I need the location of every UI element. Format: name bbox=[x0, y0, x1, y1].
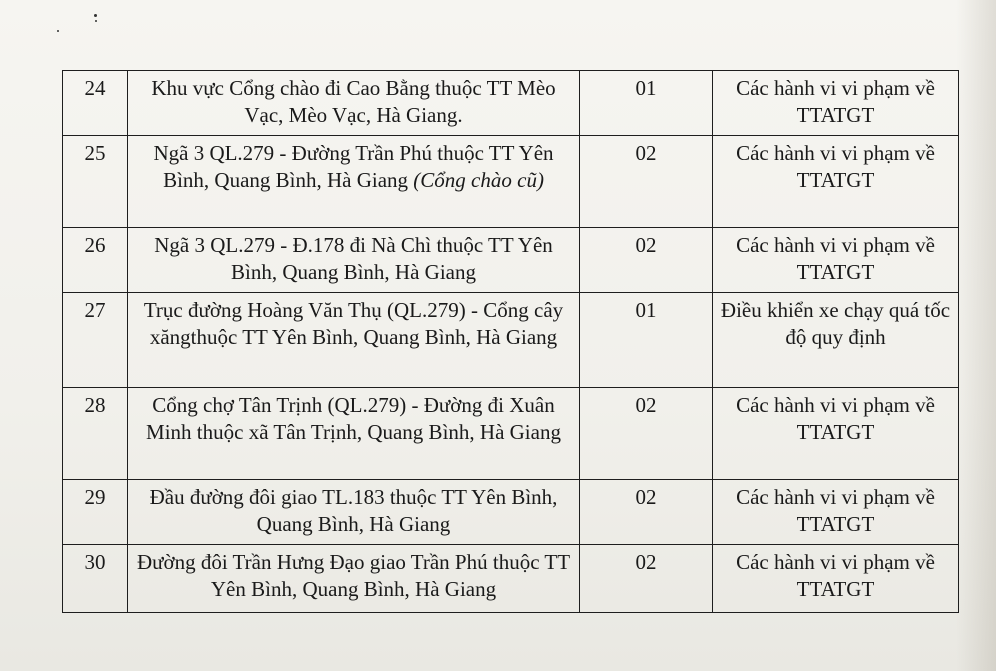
location-cell bbox=[128, 480, 580, 545]
table-row bbox=[63, 293, 959, 388]
location-cell bbox=[128, 136, 580, 228]
paper-speck bbox=[94, 14, 97, 17]
location-text: Ngã 3 QL.279 - Đường Trần Phú thuộc TT Yên Bình, Quang Bình, Hà Giang bbox=[153, 141, 554, 192]
table-row bbox=[63, 388, 959, 480]
violation-cell: Các hành vi vi phạm về TTATGT bbox=[713, 228, 959, 293]
count-cell: 02 bbox=[580, 388, 713, 480]
count-cell: 02 bbox=[580, 228, 713, 293]
location-cell bbox=[128, 545, 580, 613]
row-number: 28 bbox=[63, 388, 128, 480]
row-number: 26 bbox=[63, 228, 128, 293]
count-cell: 02 bbox=[580, 545, 713, 613]
count-cell: 02 bbox=[580, 136, 713, 228]
location-text: Khu vực Cổng chào đi Cao Bằng thuộc TT Mèo Vạc, Mèo Vạc, Hà Giang. bbox=[151, 76, 556, 127]
table-row bbox=[63, 480, 959, 545]
checkpoint-table bbox=[62, 70, 959, 613]
location-text: Trục đường Hoàng Văn Thụ (QL.279) - Cổng cây xăngthuộc TT Yên Bình, Quang Bình, Hà Giang bbox=[143, 298, 564, 349]
paper-speck bbox=[95, 20, 97, 22]
location-note: (Cổng chào cũ) bbox=[413, 168, 544, 192]
row-number: 30 bbox=[63, 545, 128, 613]
violation-cell: Các hành vi vi phạm về TTATGT bbox=[713, 136, 959, 228]
table-row bbox=[63, 136, 959, 228]
row-number: 25 bbox=[63, 136, 128, 228]
violation-cell: Các hành vi vi phạm về TTATGT bbox=[713, 480, 959, 545]
location-text: Đầu đường đôi giao TL.183 thuộc TT Yên Bình, Quang Bình, Hà Giang bbox=[149, 485, 558, 536]
count-cell: 01 bbox=[580, 71, 713, 136]
row-number: 27 bbox=[63, 293, 128, 388]
violation-cell: Điều khiển xe chạy quá tốc độ quy định bbox=[713, 293, 959, 388]
location-cell bbox=[128, 293, 580, 388]
table-row bbox=[63, 228, 959, 293]
row-number: 29 bbox=[63, 480, 128, 545]
count-cell: 02 bbox=[580, 480, 713, 545]
location-cell bbox=[128, 228, 580, 293]
location-text: Đường đôi Trần Hưng Đạo giao Trần Phú thuộc TT Yên Bình, Quang Bình, Hà Giang bbox=[136, 550, 571, 601]
location-text: Ngã 3 QL.279 - Đ.178 đi Nà Chì thuộc TT Yên Bình, Quang Bình, Hà Giang bbox=[154, 233, 553, 284]
violation-cell: Các hành vi vi phạm về TTATGT bbox=[713, 545, 959, 613]
paper-speck bbox=[57, 30, 59, 32]
count-cell: 01 bbox=[580, 293, 713, 388]
location-cell bbox=[128, 71, 580, 136]
table-row bbox=[63, 545, 959, 613]
location-cell bbox=[128, 388, 580, 480]
violation-cell: Các hành vi vi phạm về TTATGT bbox=[713, 388, 959, 480]
violation-cell: Các hành vi vi phạm về TTATGT bbox=[713, 71, 959, 136]
table-row bbox=[63, 71, 959, 136]
location-text: Cổng chợ Tân Trịnh (QL.279) - Đường đi Xuân Minh thuộc xã Tân Trịnh, Quang Bình, Hà Giang bbox=[146, 393, 561, 444]
row-number: 24 bbox=[63, 71, 128, 136]
page-edge-shadow bbox=[956, 0, 996, 671]
